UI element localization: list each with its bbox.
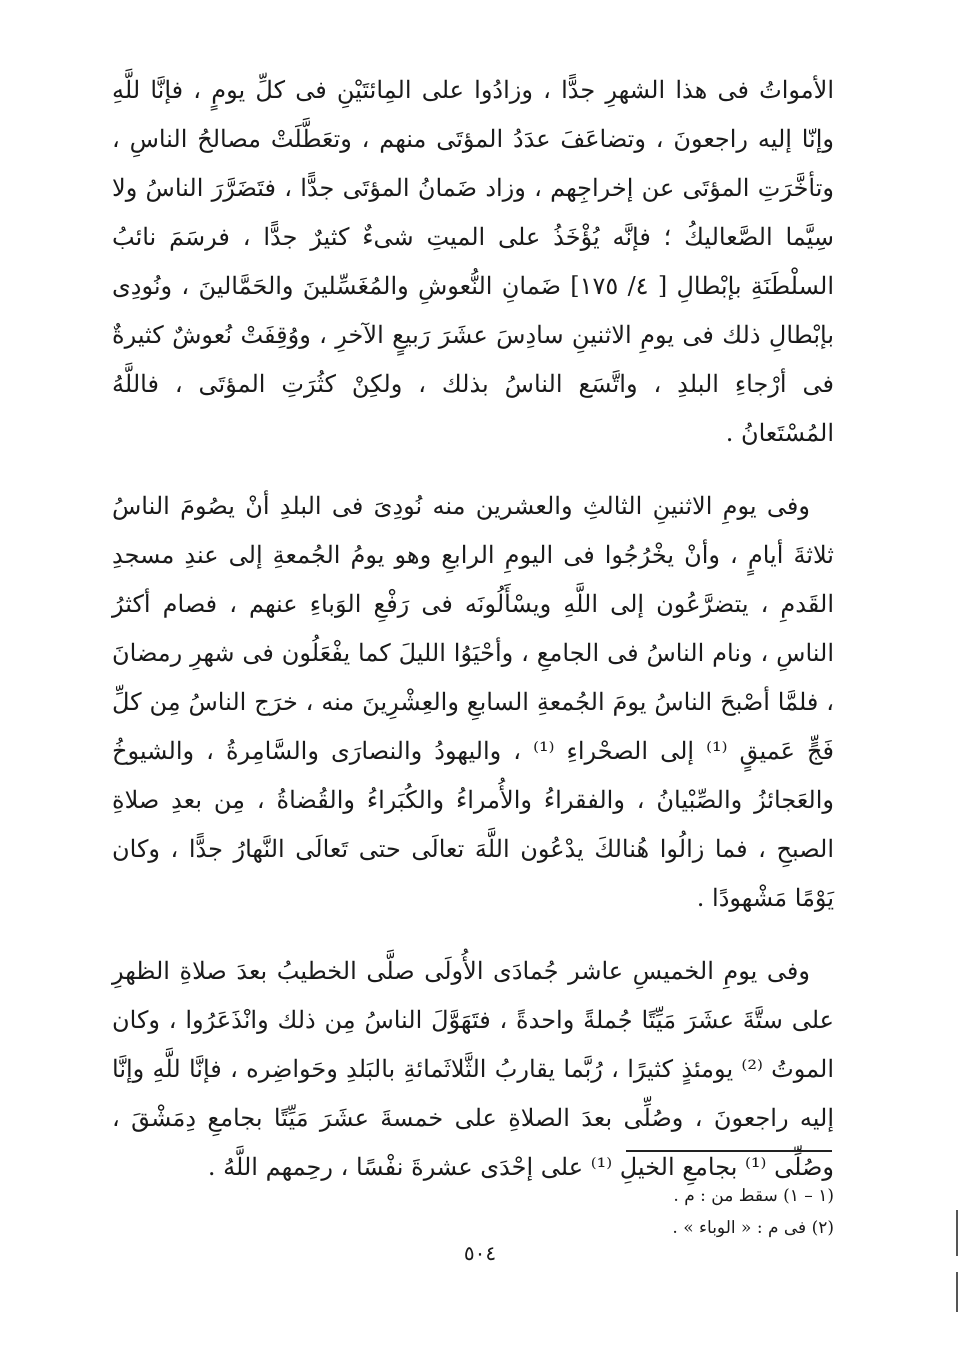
page-number: ٥٠٤: [463, 1241, 497, 1265]
main-text: [112, 66, 834, 1192]
scan-edge-mark: [956, 1272, 958, 1312]
paragraph-2: وفى يومِ الاثنينِ الثالثِ والعشرين منه نُودِىَ فى البلدِ أنْ يصُومَ الناسُ ثلاثةَ أيامٍ ، وأنْ يخْرُجُوا فى اليومِ الرابعِ وهو يومُ الجُمعةِ إلى عندِ مسجدِ القَدمِ ، يتضرَّعُون إلى اللَّهِ ويسْأَلُونَه فى رَفْعِ الوَباءِ عنهم ، فصام أكثرُ الناسِ ، ونام الناسُ فى الجامعِ ، وأحْيَوُا الليلَ كما يفْعَلُون فى شهرِ رمضانَ ، فلمَّا أصْبحَ الناسُ يومَ الجُمعةِ السابعِ والعِشْرِينَ منه ، خرَج الناسُ مِن كلِّ فَجٍّ عَميقٍ ⁽¹⁾ إلى الصحْراءِ ⁽¹⁾ ، واليهودُ والنصارَى والسَّامِرةُ ، والشيوخُ والعَجائزُ والصِّبْيانُ ، والفقراءُ والأُمراءُ والكُبَراءُ والقُضاةُ ، مِن بعدِ صلاةِ الصبحِ ، فما زالُوا هُنالكَ يدْعُون اللَّهَ تعالَى حتى تَعالَى النَّهارُ جدًّا ، وكان يَوْمًا مَشْهودًا .: [112, 492, 835, 912]
paragraph-3: وفى يومِ الخميسِ عاشر جُمادَى الأُولَى صلَّى الخطيبُ بعدَ صلاةِ الظهرِ على ستَّةَ عشَرَ مَيِّتًا جُملةً واحدةً ، فتَهَوَّلَ الناسُ مِن ذلك وانْذَعَرُوا ، وكان الموتُ ⁽²⁾ يومئذٍ كثيرًا ، رُبَّما يقاربُ الثَّلاثَمائةِ بالبَلدِ وحَواضِره ، فإنَّا للَّهِ وإنَّا إليه راجعونَ ، وصُلِّى بعدَ الصلاةِ على خمسةَ عشَرَ مَيِّتًا بجامعِ دِمَشْقَ ، وصُلِّى ⁽¹⁾ بجامعِ الخيلِ ⁽¹⁾ على إحْدَى عشرةَ نفْسًا ، رحِمهم اللَّهُ .: [112, 957, 835, 1181]
scan-edge-mark: [956, 1210, 958, 1256]
paragraph-1: الأمواتُ فى هذا الشهرِ جدًّا ، وزادُوا على المِائتَيْنِ فى كلِّ يومٍ ، فإنَّا للَّهِ وإنّا إليه راجعونَ ، وتضاعَفَ عدَدُ المؤتَى منهم ، وتعَطَّلَتْ مصالحُ الناسِ ، وتأخَّرَتِ المؤتَى عن إخراجِهم ، وزاد ضَمانُ المؤتَى جدًّا ، فتَضَرَّرَ الناسُ ولا سِيَّما الصَّعاليكُ ؛ فإنَّه يُؤْخَذُ على الميتِ شىءٌ كثيرٌ جدًّا ، فرسَمَ نائبُ السلْطَنَةِ بإبْطالِ [ ٤/ ١٧٥] ضَمانِ النُّعوشِ والمُغَسِّلينَ والحَمَّالينَ ، ونُودِى بإبْطالِ ذلك فى يومِ الاثنينِ سادِسَ عشَرَ رَبيعٍ الآخرِ ، ووُقِفَتْ نُعوشٌ كثيرةٌ فى أرْجاءِ البلدِ ، واتَّسَع الناسُ بذلك ، ولكِنْ كثُرَتِ المؤتَى ، فاللَّهُ المُسْتَعانُ .: [112, 76, 834, 447]
footnote-2: (٢) فى م : « الوباء » .: [672, 1218, 834, 1238]
footnote-separator: [626, 1150, 832, 1152]
footnote-1: (١ – ١) سقط من : م .: [673, 1186, 834, 1206]
footnotes: [112, 1180, 834, 1244]
